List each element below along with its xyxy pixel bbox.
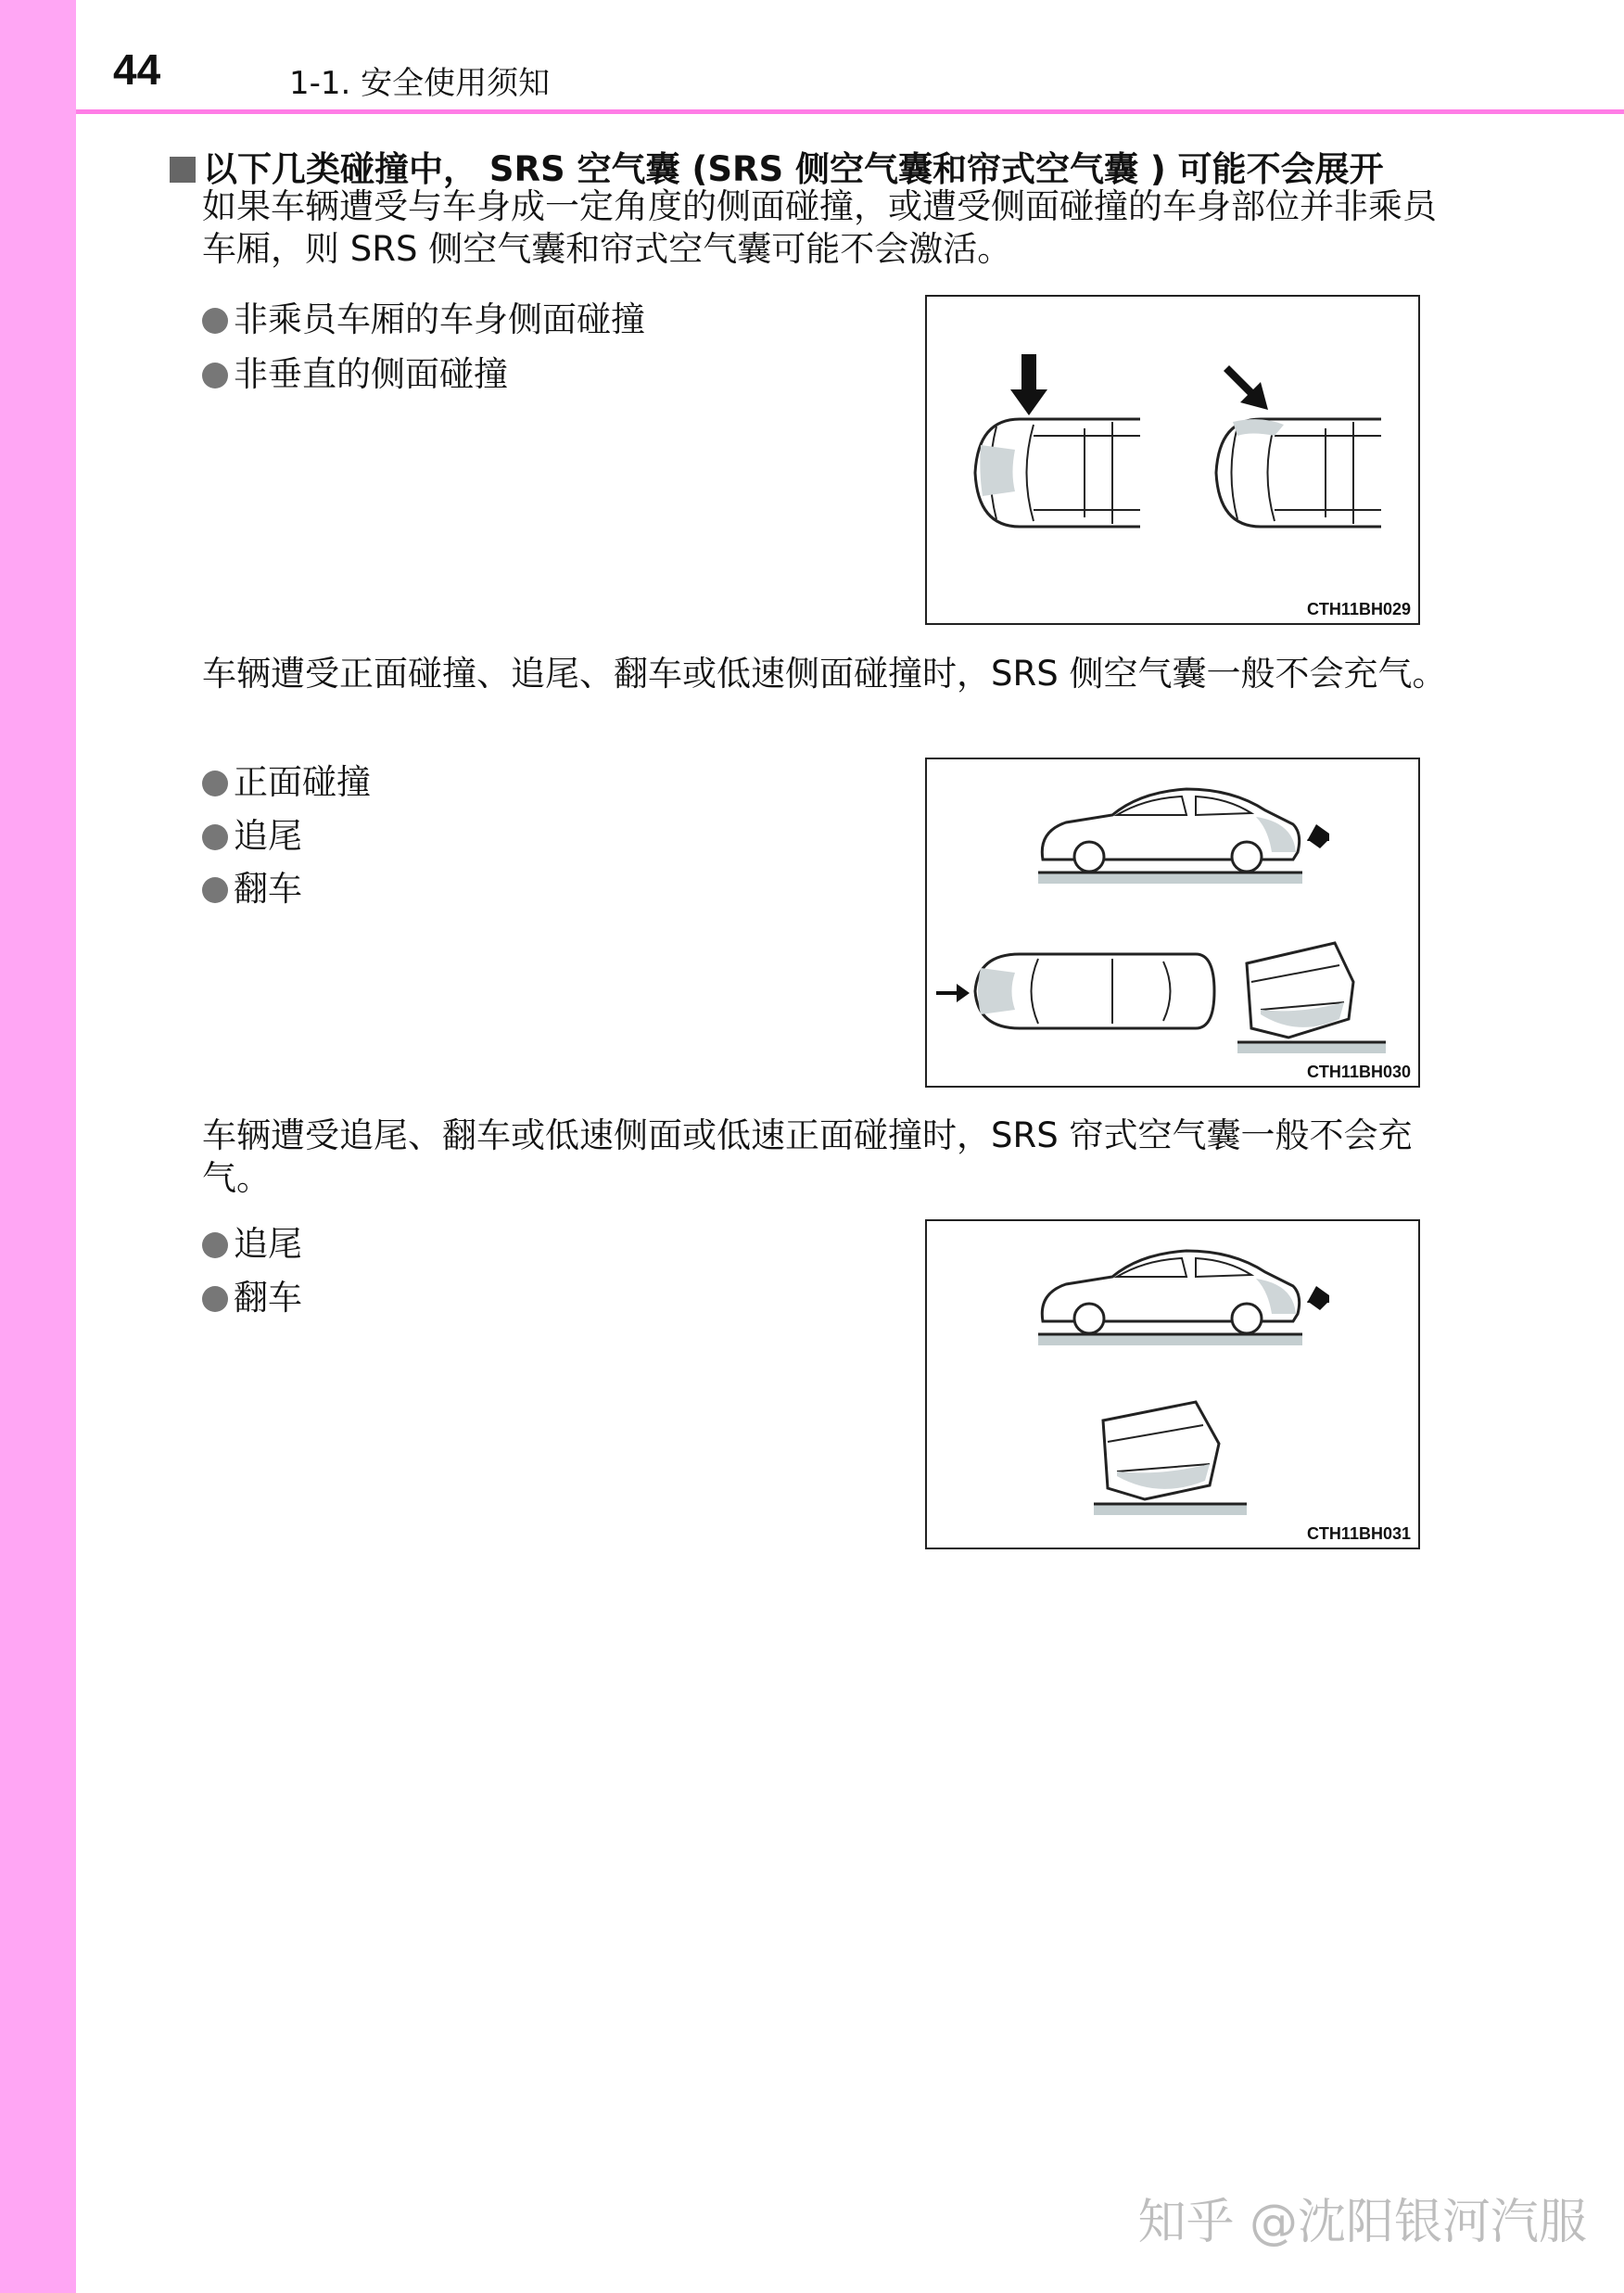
list-item: 正面碰撞 xyxy=(202,754,371,804)
car-collision-illustration xyxy=(927,1221,1418,1548)
figure-side-impact xyxy=(925,295,1420,625)
list-item: 追尾 xyxy=(202,1216,302,1266)
header-divider xyxy=(76,109,1624,114)
section-title: 1-1. 安全使用须知 xyxy=(289,65,551,102)
heading-text: 以下几类碰撞中， SRS 空气囊 (SRS 侧空气囊和帘式空气囊 ) 可能不会展开 xyxy=(203,149,1384,189)
paragraph-side-impact: 如果车辆遭受与车身成一定角度的侧面碰撞，或遭受侧面碰撞的车身部位并非乘员车厢，则 SRS 侧空气囊和帘式空气囊可能不会激活。 xyxy=(202,186,1437,269)
bullet-dot-icon xyxy=(202,824,228,850)
list-item: 追尾 xyxy=(202,808,302,858)
bullet-dot-icon xyxy=(202,1232,228,1258)
list-item: 翻车 xyxy=(202,1269,302,1319)
watermark: 知乎 @沈阳银河汽服 xyxy=(1137,2195,1587,2250)
figure-rear-rollover xyxy=(925,1219,1420,1549)
car-topview-illustration xyxy=(927,297,1418,623)
list-item: 翻车 xyxy=(202,860,302,911)
bullet-dot-icon xyxy=(202,363,228,389)
square-bullet-icon xyxy=(170,157,196,183)
figure-front-rear-rollover xyxy=(925,758,1420,1088)
paragraph-curtain-airbag: 车辆遭受追尾、翻车或低速侧面或低速正面碰撞时，SRS 帘式空气囊一般不会充气。 xyxy=(202,1115,1413,1198)
paragraph-front-impact: 车辆遭受正面碰撞、追尾、翻车或低速侧面碰撞时，SRS 侧空气囊一般不会充气。 xyxy=(202,654,1447,694)
car-collision-illustration xyxy=(927,759,1418,1086)
list-item: 非垂直的侧面碰撞 xyxy=(202,346,508,396)
bullet-dot-icon xyxy=(202,308,228,334)
bullet-dot-icon xyxy=(202,877,228,903)
figure-code: CTH11BH029 xyxy=(1306,600,1411,618)
list-item: 非乘员车厢的车身侧面碰撞 xyxy=(202,291,645,341)
figure-code: CTH11BH031 xyxy=(1306,1524,1411,1543)
section-heading xyxy=(170,141,1384,191)
bullet-dot-icon xyxy=(202,771,228,796)
page-number: 44 xyxy=(113,45,161,94)
side-color-strip xyxy=(0,0,76,2293)
bullet-dot-icon xyxy=(202,1286,228,1312)
figure-code: CTH11BH030 xyxy=(1306,1063,1411,1081)
